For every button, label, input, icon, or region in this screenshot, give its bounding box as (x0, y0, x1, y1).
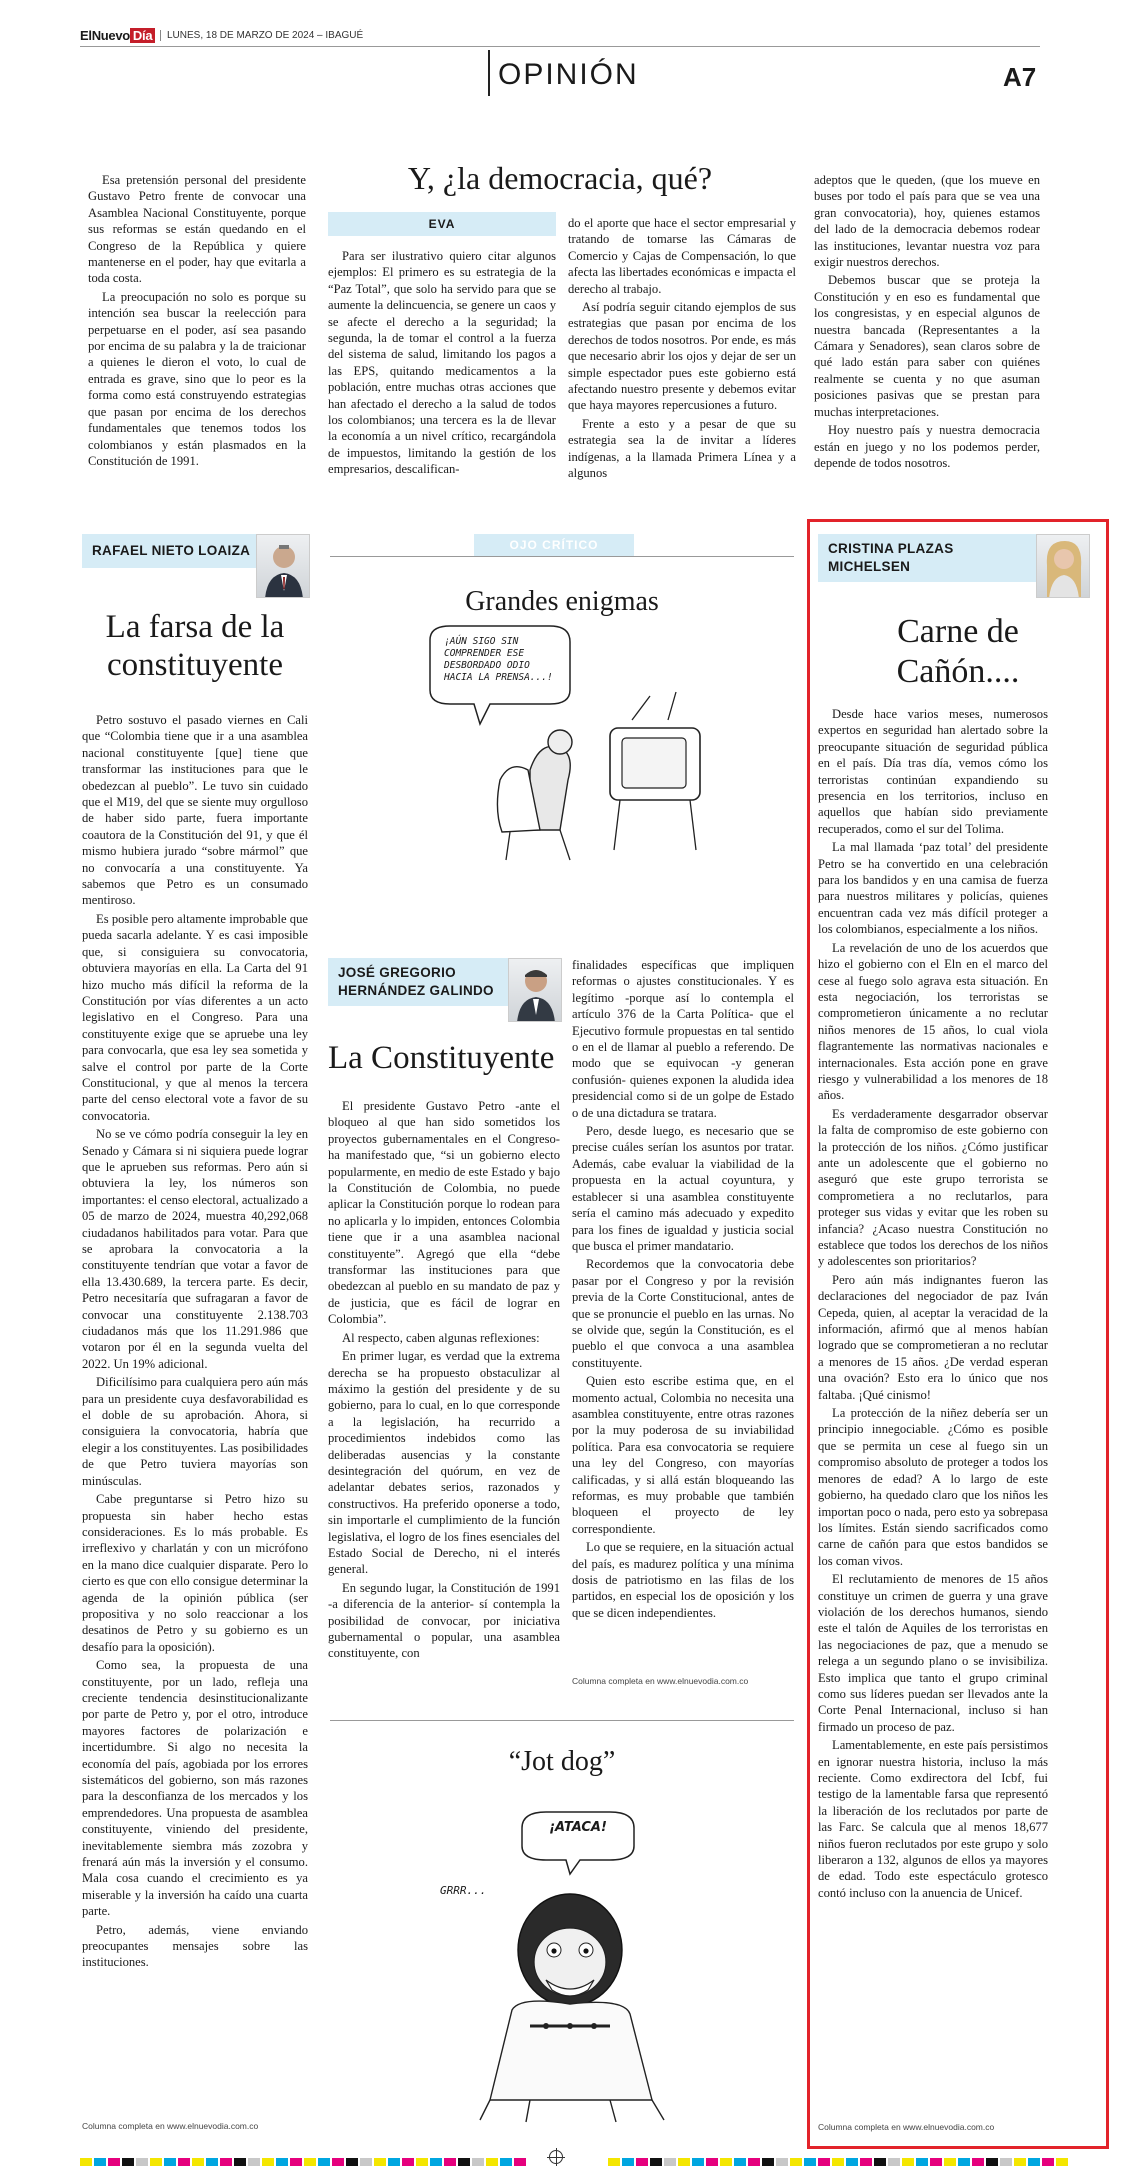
registration-swatch (332, 2158, 344, 2166)
cartoon1-title: Grandes enigmas (465, 586, 659, 617)
right-footer-note: Columna completa en www.elnuevodia.com.co (818, 2122, 995, 2132)
paragraph: En primer lugar, es verdad que la extrema derecha se ha propuesto obstaculizar al máximo la gestión del presidente y de su gobierno, para lo cual, en lo que corresponde a la legislación, ha recurrido a procedimientos indebidos como las deliberadas ausencias y la constante desintegración del quórum, en vez de adelantar debates serios, razonados y constructivos. Ha preferido oponerse a todo, sin importarle el cumplimiento de la función legislativa, el logro de los fines esenciales del Estado Social de Derecho, ni el interés general. (328, 1349, 560, 1577)
paragraph: finalidades específicas que impliquen reformas o ajustes constitucionales. Y es legítimo -porque así lo contempla el artículo 376 de la Carta Política- que el Ejecutivo formule propuestas en tal sentido o en el de llamar al pueblo a referendo. De modo que se equivocan -y generan confusión- quienes exponen la aludida idea presidencial como si de un golpe de Estado o de una dictadura se tratara. (572, 958, 794, 1120)
registration-swatch (164, 2158, 176, 2166)
registration-swatch (762, 2158, 774, 2166)
registration-swatch (458, 2158, 470, 2166)
registration-swatch (972, 2158, 984, 2166)
right-title-line1: Carne de (897, 613, 1019, 650)
center-article-title: La Constituyente (328, 1040, 555, 1076)
registration-swatch (818, 2158, 830, 2166)
registration-swatch (1056, 2158, 1068, 2166)
section-title: OPINIÓN (498, 58, 639, 91)
registration-swatch (692, 2158, 704, 2166)
registration-swatch (150, 2158, 162, 2166)
paragraph: Lamentablemente, en este país persistimos en ignorar nuestra historia, incluso la más reciente. Como exdirectora del Icbf, fui testigo de la lamentable farsa que representó la liberación de los reclutados por parte de las Farc. Se calcula que al menos 18,677 niños fueron reclutados por este grupo y solo liberaron a 132, algunos de ellos ya mayores de edad. Todo este espectáculo grotesco contó incluso con la anuencia de Unicef. (818, 1738, 1048, 1900)
registration-swatch (136, 2158, 148, 2166)
registration-swatch (430, 2158, 442, 2166)
center-footer-note: Columna completa en www.elnuevodia.com.co (572, 1676, 749, 1686)
center-author-line1: JOSÉ GREGORIO (338, 965, 456, 980)
registration-swatch (636, 2158, 648, 2166)
registration-swatch (678, 2158, 690, 2166)
registration-swatch (664, 2158, 676, 2166)
registration-swatch (122, 2158, 134, 2166)
registration-swatch (318, 2158, 330, 2166)
registration-swatch (346, 2158, 358, 2166)
top-article-col2 (328, 248, 556, 480)
left-article-body (82, 712, 308, 1973)
registration-swatch (1014, 2158, 1026, 2166)
paragraph: La revelación de uno de los acuerdos que hizo el gobierno con el Eln en el marco del cese al fuego solo agrava esta situación. En esta negociación, los terroristas se comprometieron únicamente a no reclutar niños menores de 15 años, lo cual viola flagrantemente las normativas nacionales e internacionales. Esta acción pone en grave riesgo y vulnerabilidad a los menores de 18 años. (818, 940, 1048, 1103)
paragraph: do el aporte que hace el sector empresarial y tratando de tomarse las Cámaras de Comercio y Cajas de Compensación, lo que afecta las libertades económicas e impacta el derecho al trabajo. (568, 216, 796, 296)
paragraph: Frente a esto y a pesar de que su estrategia sea la de invitar a líderes indígenas, a la llamada Primera Línea y a algunos (568, 416, 796, 481)
registration-swatch (888, 2158, 900, 2166)
paragraph: Hoy nuestro país y nuestra democracia están en juego y no los podemos perder, depende de todos nosotros. (814, 423, 1040, 470)
top-article-col4 (814, 172, 1040, 473)
registration-swatch (304, 2158, 316, 2166)
top-article-title: Y, ¿la democracia, qué? (407, 160, 713, 196)
registration-swatch (874, 2158, 886, 2166)
left-footer-note: Columna completa en www.elnuevodia.com.co (82, 2121, 259, 2131)
registration-swatch (444, 2158, 456, 2166)
registration-swatch (958, 2158, 970, 2166)
paragraph: Debemos buscar que se proteja la Constitución y en eso es fundamental que los congresistas, y en especial algunos de nuestra bancada (Representantes a la Cámara y Senadores), sean claros sobre de qué lado están para saber con quiénes realmente se cuenta y no que asuman posiciones pasivas que se prestan para muchas interpretaciones. (814, 273, 1040, 419)
paragraph: Lo que se requiere, en la situación actual del país, es madurez política y una mínima dosis de patriotismo en las filas de los partidos, en especial los de oposición y los que se dicen independientes. (572, 1540, 794, 1620)
paragraph: Petro, además, viene enviando preocupantes mensajes sobre las instituciones. (82, 1922, 308, 1970)
registration-swatch (902, 2158, 914, 2166)
registration-swatch (846, 2158, 858, 2166)
registration-swatch (262, 2158, 274, 2166)
paragraph: Dificilísimo para cualquiera pero aún más para un presidente cuya desfavorabilidad es el doble de su aprobación. Ahora, si consiguiera la convocatoria, habría que elegir a los constituyentes. Las posibilidades de que Petro tuviera mayorías son minúsculas. (82, 1375, 308, 1488)
cartoon2-growl: GRRR... (440, 1884, 487, 1897)
registration-swatch (1042, 2158, 1054, 2166)
registration-swatch (80, 2158, 92, 2166)
brand-el: El (80, 28, 92, 43)
paragraph: La mal llamada ‘paz total’ del presidente Petro se ha convertido en una celebración para los bandidos y en una camisa de fuerza para nuestros militares y policías, quienes encuentran cada vez más difícil proteger a los colombianos, especialmente a los niños. (818, 840, 1048, 937)
registration-swatch (234, 2158, 246, 2166)
registration-swatch (94, 2158, 106, 2166)
paragraph: Al respecto, caben algunas reflexiones: (342, 1330, 540, 1345)
registration-swatch (804, 2158, 816, 2166)
top-article-author-tag: EVA (328, 212, 556, 236)
registration-swatch (860, 2158, 872, 2166)
registration-swatch (276, 2158, 288, 2166)
right-title-line2: Cañón.... (896, 653, 1020, 690)
cartoon2-illustration (420, 1800, 720, 2130)
registration-swatch (748, 2158, 760, 2166)
right-article-title (818, 612, 1098, 692)
registration-swatch (206, 2158, 218, 2166)
registration-swatch (388, 2158, 400, 2166)
cartoon2-rule (330, 1720, 794, 1721)
paragraph: La protección de la niñez debería ser un principio innegociable. ¿Cómo es posible que se permita un cese al fuego sin un compromiso absoluto de proteger a todos los menores de edad? A lo largo de este gobierno, ha quedado claro que los niños les importan poco o nada, pero esto ya sobrepasa los límites. Están siendo sacrificados como carne de cañón para que estos bandidos se los coman vivos. (818, 1406, 1048, 1568)
registration-swatch (374, 2158, 386, 2166)
registration-swatch (1000, 2158, 1012, 2166)
section-bar (488, 50, 490, 96)
registration-swatch (192, 2158, 204, 2166)
paragraph: adeptos que le queden, (que los mueve en buses por todo el país para que se vea una gran convocatoria), hoy, quienes estamos del lado de la democracia debemos rodear las instituciones, levantar nuestra voz para exigir nuestros derechos. (814, 173, 1040, 270)
center-author-photo (508, 958, 562, 1022)
paragraph: Petro sostuvo el pasado viernes en Cali que “Colombia tiene que ir a una asamblea nacional constituyente [que] tiene que transformar las instituciones para que le obedezcan al pueblo”. Le tuvo sin cuidado que el M19, del que se siente muy orgulloso de haber sido parte, fuera importante coautora de la Constitución del 91, y que él mismo hubiera jurado “sobre mármol” que no convocaría a una constituyente. Ya sabemos que Petro es un consumado mentiroso. (82, 713, 308, 908)
registration-swatch (622, 2158, 634, 2166)
registration-swatch (500, 2158, 512, 2166)
paragraph: En segundo lugar, la Constitución de 1991 -a diferencia de la anterior- sí contempla la posibilidad de convocar, por iniciativa gubernamental o popular, una asamblea constituyente, con (328, 1580, 560, 1661)
registration-swatch (706, 2158, 718, 2166)
paragraph: Recordemos que la convocatoria debe pasar por el Congreso y por la revisión previa de la Corte Constitucional, antes de que se pronuncie el pueblo en las urnas. No se olvide que, según la Constitución, es el pueblo el que convoca a una asamblea constituyente. (572, 1257, 794, 1370)
registration-swatch (720, 2158, 732, 2166)
registration-swatch (608, 2158, 620, 2166)
registration-swatch (916, 2158, 928, 2166)
paragraph: Pero, desde luego, es necesario que se precise cuáles serían los asuntos por tratar. Además, cabe evaluar la viabilidad de la propuesta en la actual coyuntura, y establecer si una asamblea constituyente sería el camino más adecuado y expedito para los fines de igualdad y justicia social que busca el primer mandatario. (572, 1124, 794, 1253)
left-article-title: La farsa de la constituyente (105, 609, 285, 683)
paragraph: Desde hace varios meses, numerosos expertos en seguridad han alertado sobre la preocupante situación de seguridad pública en el país. Día tras día, vemos cómo los terroristas continúan expandiendo su presencia en los territorios, incluso en aquellos que habían sido previamente recuperados, como el sur del Tolima. (818, 707, 1048, 836)
right-author-tag (818, 534, 1054, 582)
brand-nuevo: Nuevo (91, 28, 130, 43)
right-article-body (818, 706, 1048, 1903)
brand-dia: Día (130, 28, 155, 43)
paragraph: El reclutamiento de menores de 15 años constituye un crimen de guerra y una grave violación de los derechos humanos, siendo este el talón de Aquiles de los terroristas en las negociaciones de paz, que a menudo se relega a un segundo plano o se invisibiliza. Esto implica que tanto el grupo criminal como sus líderes puedan ser llevados ante la Corte Penal Internacional, incluso si han firmado un proceso de paz. (818, 1572, 1048, 1734)
right-author-photo (1036, 534, 1090, 598)
registration-swatch (416, 2158, 428, 2166)
paragraph: Esa pretensión personal del presidente Gustavo Petro frente de convocar una Asamblea Nacional Constituyente, porque sus reformas se están quedando en el Congreso de la República y quiere mantenerse en el poder, hay que evitarla a toda costa. (88, 173, 306, 286)
paragraph: No se ve cómo podría conseguir la ley en Senado y Cámara si ni siquiera puede lograr que le aprueben sus reformas. Pero aún si obtuviera la ley, los números son importantes: el censo electoral, actualizado a 05 de marzo de 2024, muestra 40,292,068 ciudadanos habilitados para votar. Para que se aprobara la convocatoria a la constituyente tendrían que votar a favor de ella 13.430.689, la tercera parte. Es decir, Petro necesitaría que sufragaran a favor de convocar una constituyente 2.138.703 ciudadanos más que los 11.291.986 que votaron por él en la segunda vuelta del 2022. Un 19% adicional. (82, 1127, 308, 1371)
paragraph: Es verdaderamente desgarrador observar la falta de compromiso de este gobierno con la protección de los niños. ¿Cómo justificar ante un adolescente que el gobierno no aseguró que este grupo terrorista se comprometiera a no reclutarlos, para proteger sus vidas y evitar que les roben su infancia? ¿Acaso nuestra Constitución no establece que todos los derechos de los niños y adolescentes son prioritarios? (818, 1106, 1048, 1269)
brand-logo (80, 28, 155, 43)
cartoon1-illustration (410, 620, 730, 870)
registration-swatch (248, 2158, 260, 2166)
registration-swatch (790, 2158, 802, 2166)
registration-swatch (486, 2158, 498, 2166)
header-rule (80, 46, 1040, 47)
registration-swatch (734, 2158, 746, 2166)
top-article-col3 (568, 215, 796, 484)
paragraph: Es posible pero altamente improbable que pueda sacarla adelante. Y es casi imposible que, si consiguiera su convocatoria, obtuviera mayorías en ella. La Carta del 91 hizo mucho más difícil la reforma de la Constitución por vías diferentes a un acto legislativo en el Congreso. Para una constituyente exige que se apruebe una ley para convocarla, que esa ley sea sometida y salve el control por parte de la Corte Constitucional, y que al menos la tercera parte del censo electoral vote a favor de su convocatoria. (82, 911, 308, 1123)
top-article-col1 (88, 172, 306, 471)
registration-crosshair-icon (549, 2150, 563, 2164)
registration-swatch (108, 2158, 120, 2166)
ojo-critico-tag: OJO CRÍTICO (474, 534, 634, 556)
paragraph: Pero aún más indignantes fueron las declaraciones del negociador de paz Iván Cepeda, quien, al aceptar la veracidad de la información, afirmó que al menos habían logrado que se comprometieran a no reclutar a menores de 15 años. ¿De verdad esperan una ovación? Esto era lo único que nos faltaba. ¡Qué cinismo! (818, 1272, 1048, 1402)
center-author-line2: HERNÁNDEZ GALINDO (338, 983, 494, 998)
left-author-photo (256, 534, 310, 598)
cartoon2-title: “Jot dog” (508, 1746, 616, 1777)
registration-swatch (930, 2158, 942, 2166)
cartoon1-bubble: ¡AÚN SIGO SIN COMPRENDER ESE DESBORDADO ODIO HACIA LA PRENSA...! (444, 636, 553, 683)
paragraph: Así podría seguir citando ejemplos de sus estrategias que pasan por encima de los derechos de todos nosotros. Por ende, es más que necesario abrir los ojos y dejar de ser un simple espectador pues este gobierno está afectando nuestro presente y debemos evitar que haya mayores repercusiones a futuro. (568, 300, 796, 413)
registration-swatch (220, 2158, 232, 2166)
date-line: LUNES, 18 DE MARZO DE 2024 – IBAGUÉ (160, 30, 363, 41)
registration-swatch (290, 2158, 302, 2166)
paragraph: El presidente Gustavo Petro -ante el bloqueo al que han sido sometidos los proyectos gubernamentales en el Congreso- ha manifestado que, “si un gobierno electo popularmente, en medio de este Estado y bajo la Constitución de Colombia, no puede aplicar la Constitución porque lo rodean para no aplicarla y lo impiden, entonces Colombia tiene que ir a una asamblea nacional constituyente”. Agregó que ella “debe transformar las instituciones para que obedezcan al pueblo en su mandato de paz y de justicia, que es fácil de lograr en Colombia”. (328, 1099, 560, 1327)
registration-swatch (514, 2158, 526, 2166)
registration-swatch (650, 2158, 662, 2166)
registration-swatch (1028, 2158, 1040, 2166)
registration-swatch (986, 2158, 998, 2166)
registration-swatch (776, 2158, 788, 2166)
paragraph: Quien esto escribe estima que, en el momento actual, Colombia no necesita una asamblea constituyente, entre otras razones por la muy poderosa de su inviabilidad política. Para esa convocatoria se requiere una ley del Congreso, con mayorías calificadas, y si allá están bloqueando las reformas, es muy probable que también bloqueen el proyecto de ley correspondiente. (572, 1374, 794, 1536)
registration-swatch (178, 2158, 190, 2166)
ojo-rule (330, 556, 794, 557)
center-article-col1 (328, 1098, 560, 1664)
page-number: A7 (1003, 62, 1037, 92)
paragraph: La preocupación no solo es porque su intención sea buscar la reelección para perpetuarse en el poder, así sea pasando por encima de su palabra y la de traicionar a quienes le dieron el voto, lo cual de entrada es grave, sino que lo peor es la forma como está construyendo estrategias que pasan por encima de los derechos fundamentales que tenemos todos los colombianos y están plasmados en la Constitución de 1991. (88, 289, 306, 468)
registration-swatch (402, 2158, 414, 2166)
left-author-name: RAFAEL NIETO LOAIZA (92, 543, 251, 558)
right-author-line1: CRISTINA PLAZAS (828, 541, 954, 556)
registration-swatch (360, 2158, 372, 2166)
registration-swatch (832, 2158, 844, 2166)
cartoon2-bubble: ¡ATACA! (549, 1820, 607, 1835)
registration-swatch (472, 2158, 484, 2166)
registration-swatch (944, 2158, 956, 2166)
paragraph: Como sea, la propuesta de una constituyente, por un lado, refleja una creciente tendencia desinstitucionalizante por parte de Petro y, por el otro, introduce mayores factores de polarización e incertidumbre. Si algo no necesita la economía del país, agobiada por los errores sistemáticos del gobierno, son más razones para la desconfianza de los mercados y los emprendedores. Una propuesta de asamblea constituyente, viniendo del presidente, inevitablemente siembra más zozobra y frenará aún más la inversión y el consumo. Mala cosa cuando el crecimiento es ya miserable y la inversión ha caído una cuarta parte. (82, 1658, 308, 1919)
center-article-col2 (572, 957, 794, 1623)
paragraph: Cabe preguntarse si Petro hizo su propuesta sin haber hecho estas consideraciones. Es lo más probable. Es irreflexivo y charlatán y con un micrófono en la mano dice cualquier disparate. Pero lo cierto es que con ello consigue determinar la agenda de la opinión pública (ser propositiva y no solo reaccionar a los desatinos de Petro y su gobierno es un desafío para la oposición). (82, 1492, 308, 1654)
right-author-line2: MICHELSEN (828, 559, 911, 574)
paragraph: Para ser ilustrativo quiero citar algunos ejemplos: El primero es su estrategia de la “Paz Total”, que solo ha servido para que se aumente la delincuencia, se genere un caos y se afecte el derecho a la seguridad; la segunda, la de tomar el control a la fuerza del sistema de salud, limitando los pagos a las EPS, quitando medicamentos a la población, entre muchas otras acciones que han afectado el derecho a la salud de todos los colombianos; una tercera es la de llevar la economía a un nivel crítico, recargándola de impuestos, limitando la gestión de los empresarios, descalifican- (328, 249, 556, 477)
